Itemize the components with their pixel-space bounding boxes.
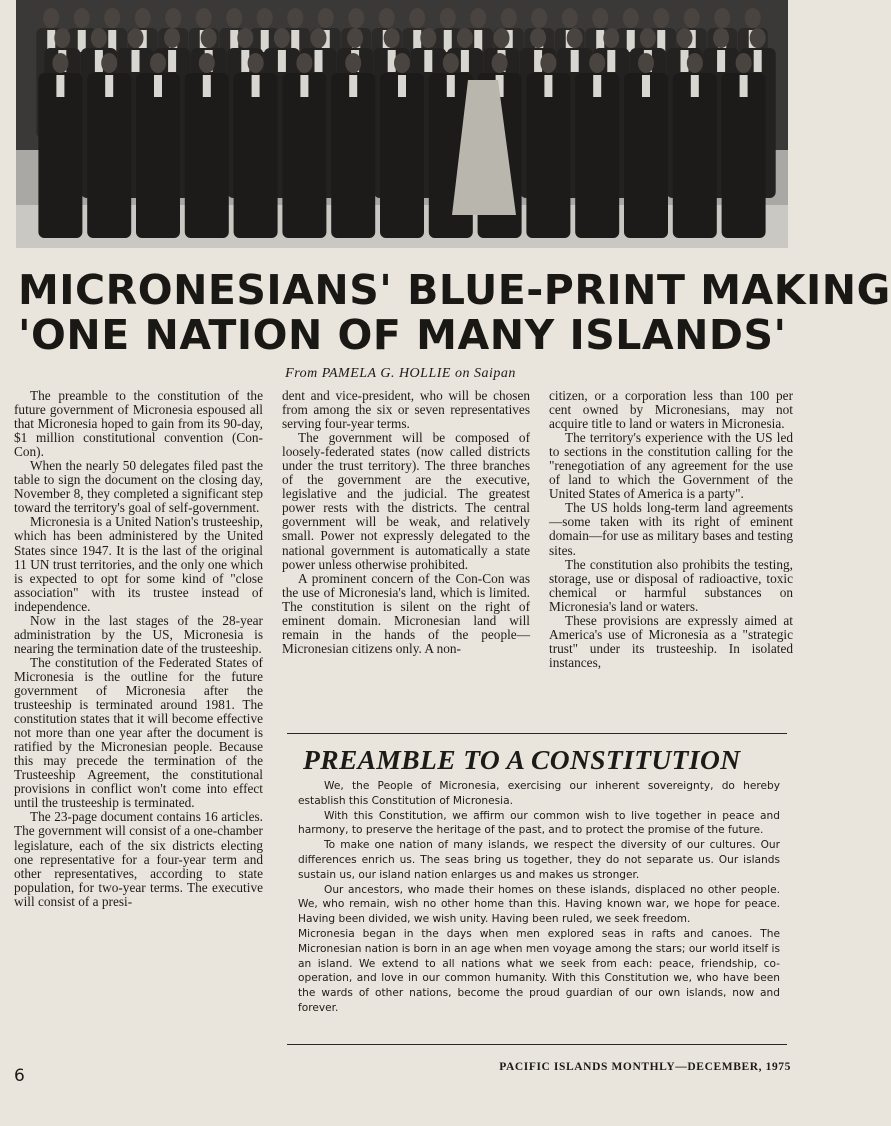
preamble-title: PREAMBLE TO A CONSTITUTION [303,744,741,775]
paragraph: The US holds long-term land agreements—some taken with its right of eminent domain—for use as military bases and testing sites. [549,500,793,558]
paragraph: The preamble to the constitution of the future government of Micronesia espoused all that Micronesia hoped to gain from its 90-day, $1 million constitutional convention (Con-Con). [14,388,263,460]
running-head: PACIFIC ISLANDS MONTHLY—DECEMBER, 1975 [499,1061,791,1073]
delegates-group-photo [16,0,788,248]
group-photo-illustration [16,0,788,248]
preamble-paragraph: Our ancestors, who made their homes on these islands, displaced no other people. We, who remain, wish no other home than this. Having known war, we hope for peace. Having been divided, we wish unity. Having been ruled, we seek freedom. [298,883,780,926]
headline-line-2: 'ONE NATION OF MANY ISLANDS' [18,311,787,359]
paragraph: The constitution of the Federated States of Micronesia is the outline for the future government of Micronesia after the trusteeship is terminated around 1981. The constitution states that it will become effective not more than one year after the document is ratified by the Micronesian people. Because this may precede the termination of the Trusteeship Agreement, the constitutional provisions in conflict won't come into effect until the trusteeship is terminated. [14,654,263,811]
paragraph: Micronesia is a United Nation's trusteeship, which has been administered by the United States since 1947. It is the last of the original 11 UN trust territories, and the only one which is expected to opt for some kind of "close association" with its trustee instead of independence. [14,514,263,614]
article-column-3 [549,389,793,670]
preamble-box [287,733,787,1045]
preamble-text [298,779,780,1016]
paragraph: The 23-page document contains 16 articles. The government will consist of a one-chamber legislature, each of the six districts electing one representative for a four-year term and other representatives, according to state population, for two-year terms. The executive will consist of a presi- [14,809,263,909]
paragraph: These provisions are expressly aimed at America's use of Micronesia as a "strategic trust" under its trusteeship. In isolated instances, [549,612,793,670]
preamble-paragraph: Micronesia began in the days when men explored seas in rafts and canoes. The Micronesian nation is born in an age when men voyage among the stars; our world itself is an island. We extend to all nations what we seek from each: peace, friendship, co-operation, and love in our common humanity. With this Constitution we, who have been the wards of other nations, become the proud guardian of our own islands, now and forever. [298,927,780,1014]
paragraph: The territory's experience with the US led to sections in the constitution calling for the "renegotiation of any agreement for the use of land to which the Government of the United States of America is a party". [549,430,793,502]
paragraph: dent and vice-president, who will be chosen from among the six or seven representatives serving four-year terms. [282,388,530,432]
headline-line-1: MICRONESIANS' BLUE-PRINT MAKING [18,266,891,314]
preamble-paragraph: With this Constitution, we affirm our common wish to live together in peace and harmony, to preserve the heritage of the past, and to protect the promise of the future. [298,809,780,837]
paragraph: citizen, or a corporation less than 100 per cent owned by Micronesians, may not acquire title to land or waters in Micronesia. [549,388,793,432]
preamble-paragraph: We, the People of Micronesia, exercising our inherent sovereignty, do hereby establish this Constitution of Micronesia. [298,780,780,807]
article-column-2 [282,389,530,656]
article-column-1 [14,389,263,909]
photo-figures [36,8,775,238]
paragraph: The government will be composed of loosely-federated states (now called districts under the trust territory). The three branches of the government are the executive, legislative and the judicial. The greatest power rests with the districts. The central government will be weak, and relatively small. Power not expressly delegated to the national government is automatically a state power unless otherwise prohibited. [282,430,530,572]
byline: From PAMELA G. HOLLIE on Saipan [285,366,516,381]
paragraph: The constitution also prohibits the testing, storage, use or disposal of radioactive, toxic chemical or harmful substances on Micronesia's land or waters. [549,556,793,614]
page-number: 6 [14,1066,25,1086]
preamble-paragraph: To make one nation of many islands, we respect the diversity of our cultures. Our differences enrich us. The seas bring us together, they do not separate us. Our islands sustain us, our island nation enlarges us and makes us stronger. [298,839,780,881]
paragraph: Now in the last stages of the 28-year administration by the US, Micronesia is nearing the termination date of the trusteeship. [14,612,263,656]
paragraph: A prominent concern of the Con-Con was the use of Micronesia's land, which is limited. The constitution is silent on the right of eminent domain. Micronesian land will remain in the hands of the people—Micronesian citizens only. A non- [282,570,530,656]
paragraph: When the nearly 50 delegates filed past the table to sign the document on the closing day, November 8, they completed a significant step toward the territory's goal of self-government. [14,458,263,516]
